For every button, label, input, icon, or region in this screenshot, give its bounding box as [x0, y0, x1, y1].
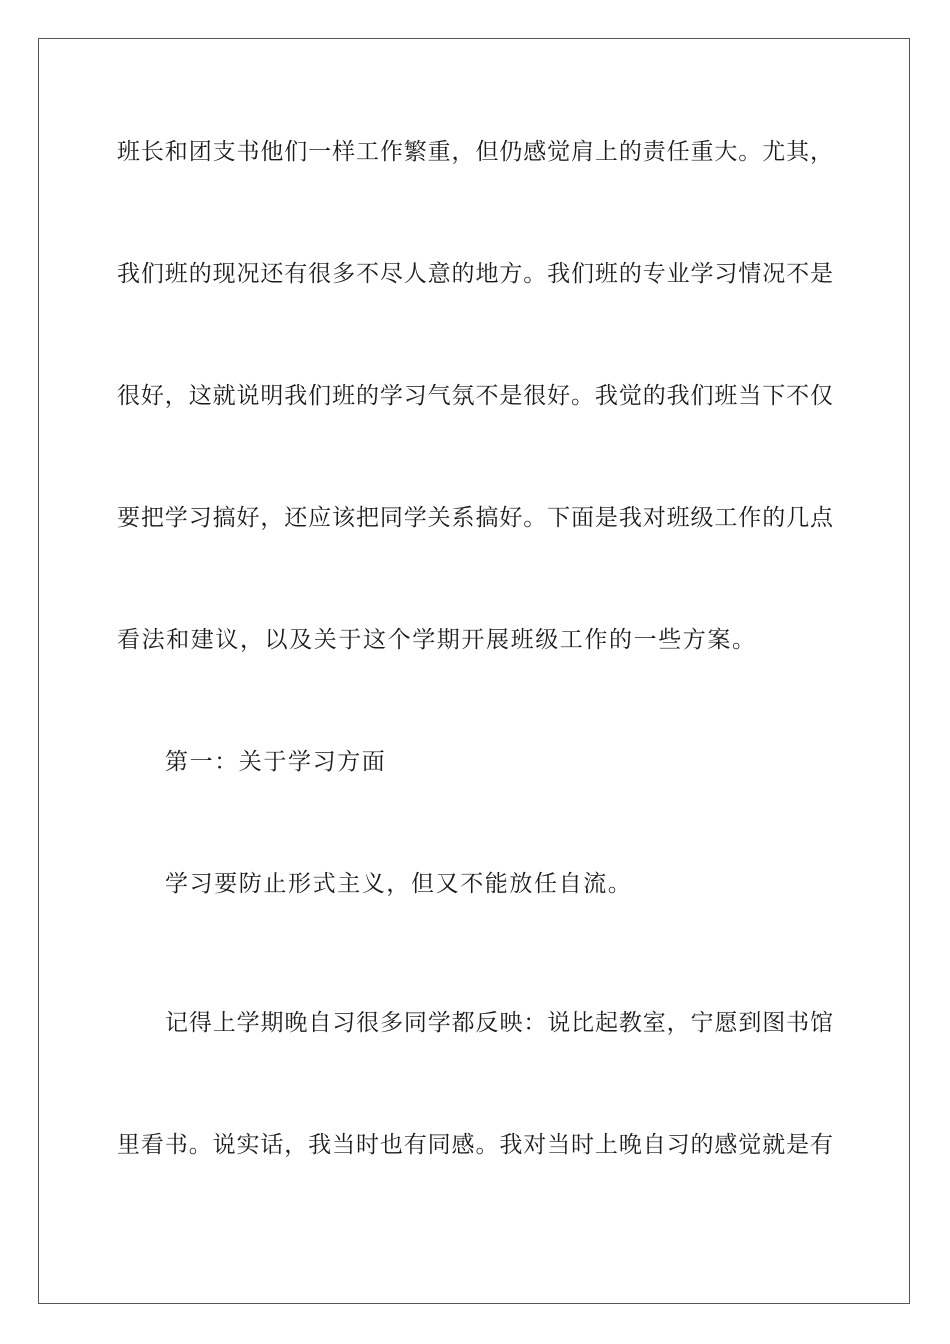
- page-border: [38, 38, 910, 1304]
- section-heading: 第一：关于学习方面: [165, 749, 387, 775]
- paragraph-long-line-2: 里看书。说实话，我当时也有同感。我对当时上晚自习的感觉就是有: [117, 1132, 833, 1158]
- body-line-5: 看法和建议，以及关于这个学期开展班级工作的一些方案。: [117, 627, 757, 653]
- paragraph-short: 学习要防止形式主义，但又不能放任自流。: [165, 871, 633, 897]
- body-line-1: 班长和团支书他们一样工作繁重，但仍感觉肩上的责任重大。尤其，: [117, 139, 833, 165]
- body-line-2: 我们班的现况还有很多不尽人意的地方。我们班的专业学习情况不是: [117, 261, 833, 287]
- body-line-3: 很好，这就说明我们班的学习气氛不是很好。我觉的我们班当下不仅: [117, 383, 833, 409]
- paragraph-long-line-1: 记得上学期晚自习很多同学都反映：说比起教室，宁愿到图书馆: [165, 1010, 833, 1036]
- body-line-4: 要把学习搞好，还应该把同学关系搞好。下面是我对班级工作的几点: [117, 505, 833, 531]
